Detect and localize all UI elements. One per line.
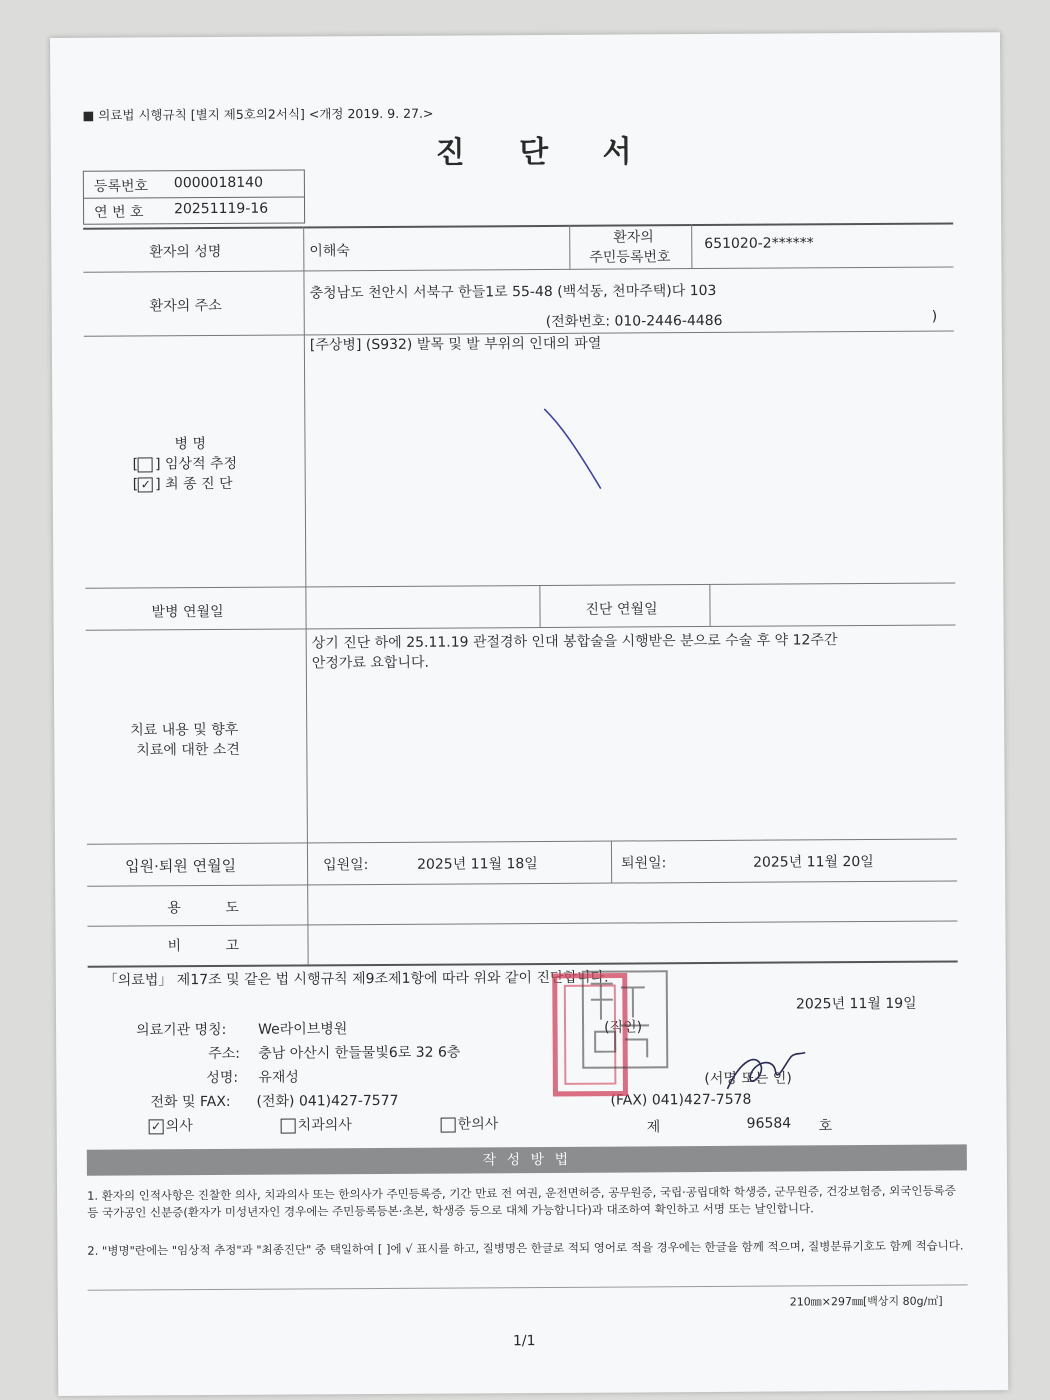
institution-address-label: 주소:: [208, 1045, 241, 1063]
serial-number-value: 20251119-16: [173, 200, 269, 218]
patient-rrn-label: 환자의: [613, 229, 654, 246]
admission-in-value: 2025년 11월 18일: [417, 856, 538, 873]
patient-phone-close: ): [931, 308, 938, 325]
hospital-seal: [551, 969, 672, 1100]
signature-mark: (서명 또는 인): [704, 1070, 792, 1088]
practitioner-oriental: 한의사: [441, 1113, 499, 1133]
purpose-label: 용 도: [167, 899, 259, 917]
certificate-table: [50, 32, 1000, 38]
patient-address-value: 충청남도 천안시 서북구 한들1로 55-48 (백석동, 천마주택)다 103: [309, 282, 717, 302]
serial-number-label: 연 번 호: [94, 204, 144, 221]
instructions-header: 작 성 방 법: [87, 1144, 967, 1175]
doctor-name-value: 유재성: [258, 1069, 299, 1086]
admission-out-label: 퇴원일:: [621, 855, 667, 872]
treatment-text-line-2: 안정가료 요합니다.: [311, 654, 429, 672]
diagnosis-option-clinical: [ ] 임상적 추정: [132, 455, 238, 473]
patient-address-label: 환자의 주소: [149, 297, 222, 315]
final-diagnosis-checkbox: ✓: [138, 477, 153, 492]
patient-name-value: 이해숙: [309, 243, 350, 260]
remarks-label: 비 고: [167, 937, 260, 955]
patient-rrn-value: 651020-2******: [704, 235, 814, 253]
oriental-doctor-checkbox: [441, 1117, 456, 1132]
institution-seal-mark: (직인): [604, 1019, 643, 1036]
practitioner-dentist: 치과의사: [281, 1114, 352, 1134]
admission-out-value: 2025년 11월 20일: [753, 853, 874, 871]
institution-name-value: We라이브병원: [258, 1021, 348, 1038]
certification-date: 2025년 11월 19일: [795, 995, 917, 1013]
page-number: 1/1: [512, 1333, 536, 1350]
practitioner-doctor: ✓ 의사: [149, 1115, 193, 1135]
registration-number-label: 등록번호: [93, 178, 149, 195]
document-title: 진 단 서: [435, 134, 654, 171]
patient-phone-value: (전화번호: 010-2446-4486: [545, 312, 723, 330]
tel-value: (전화) 041)427-7577: [256, 1092, 399, 1110]
instruction-item-1: 1. 환자의 인적사항은 진찰한 의사, 치과의사 또는 한의사가 주민등록증, 기간 만료 전 여권, 운전면허증, 공무원증, 국립·공립대학 학생증, 군무원증, 건강보험증, 외국인등록증 등 국가공인 신분증(환자가 미성년자인 경우에는 주민등록등본·초본, 학생증 등으로 대체 가능합니다)과 대조하여 확인하고 서명 또는 날인합니다.: [87, 1183, 956, 1220]
patient-rrn-label-2: 주민등록번호: [589, 249, 671, 266]
doctor-signature: [721, 1048, 811, 1099]
license-prefix: 제: [646, 1119, 661, 1136]
admission-in-label: 입원일:: [323, 857, 369, 874]
treatment-text-line-1: 상기 진단 하에 25.11.19 관절경하 인대 봉합술을 시행받은 분으로 수술 후 약 12주간: [311, 632, 838, 652]
institution-name-label: 의료기관 명칭:: [136, 1021, 227, 1039]
institution-address-value: 충남 아산시 한들물빛6로 32 6층: [258, 1044, 461, 1062]
doctor-checkbox: ✓: [149, 1119, 164, 1134]
diagnosis-option-final: [ ✓ ] 최 종 진 단: [132, 475, 233, 493]
diagnosis-label: 병 명: [174, 436, 207, 453]
license-suffix: 호: [818, 1118, 833, 1135]
instruction-item-2: 2. "병명"란에는 "임상적 추정"과 "최종진단" 중 택일하여 [ ]에 √ 표시를 하고, 질병명은 한글로 적되 영어로 적을 경우에는 한글을 함께 적으며, 질병분류기호도 함께 적습니다.: [87, 1238, 964, 1258]
patient-name-label: 환자의 성명: [149, 243, 222, 261]
form-reference: ■ 의료법 시행규칙 [별지 제5호의2서식] <개정 2019. 9. 27.>: [82, 105, 434, 123]
doctor-name-label: 성명:: [206, 1069, 239, 1087]
treatment-label: 치료 내용 및 향후: [130, 721, 239, 739]
admission-label: 입원·퇴원 연월일: [125, 856, 237, 876]
dentist-checkbox: [281, 1118, 296, 1133]
paper-spec: 210㎜×297㎜[백상지 80g/㎡]: [789, 1294, 943, 1309]
fax-value: (FAX) 041)427-7578: [610, 1091, 752, 1109]
registration-box: [83, 169, 305, 224]
registration-number-value: 0000018140: [173, 174, 264, 192]
clinical-estimate-checkbox: [138, 457, 153, 472]
diagnosis-date-label: 진단 연월일: [585, 601, 658, 618]
onset-date-label: 발병 연월일: [151, 603, 224, 621]
license-number: 96584: [746, 1115, 792, 1132]
diagnosis-text: [주상병] (S932) 발목 및 발 부위의 인대의 파열: [309, 335, 602, 354]
treatment-label-2: 치료에 대한 소견: [136, 741, 240, 759]
diagnosis-certificate-page: [50, 32, 1008, 1396]
pen-stroke-mark: [542, 405, 613, 495]
contact-label: 전화 및 FAX:: [150, 1093, 231, 1111]
certification-statement: 「의료법」 제17조 및 같은 법 시행규칙 제9조제1항에 따라 위와 같이 진단합니다.: [103, 969, 609, 989]
